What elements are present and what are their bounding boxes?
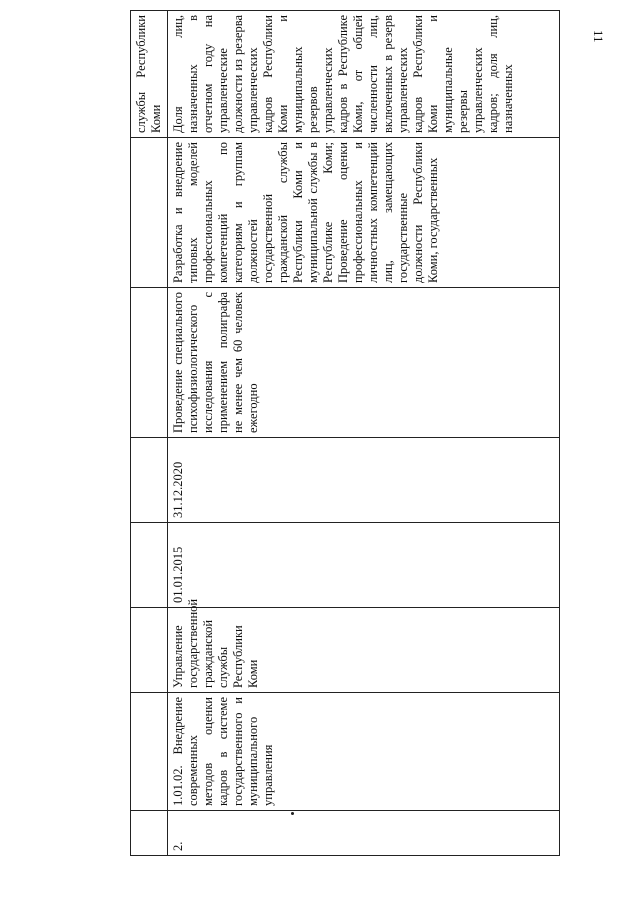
cell-empty bbox=[131, 523, 168, 608]
stray-mark bbox=[291, 812, 294, 815]
cell-empty bbox=[131, 438, 168, 523]
cell-number: 2. bbox=[168, 811, 560, 856]
page-number: 11 bbox=[591, 30, 606, 43]
cell-result: Проведение специального психофизиологического исследования с применением полиграфа не менее чем 60 человек ежегодно bbox=[168, 288, 560, 438]
cell-end-date: 31.12.2020 bbox=[168, 438, 560, 523]
cell-empty bbox=[131, 608, 168, 693]
table-row bbox=[168, 11, 560, 856]
cell-empty bbox=[131, 811, 168, 856]
plan-table bbox=[130, 10, 560, 856]
rotated-table-wrapper bbox=[130, 10, 560, 855]
cell-executor: Управление государственной гражданской службы Республики Коми bbox=[168, 608, 560, 693]
cell-actions: Разработка и внедрение типовых моделей профессиональных компетенций по категориям и группам должностей государственной гражданской службы Республики Коми и муниципальной службы в Республике Коми; Проведение оценки профессиональных и личностных компетенций лиц, замещающих государственные должности Республики Коми, государственных bbox=[168, 138, 560, 288]
table-row-header-continuation bbox=[131, 11, 168, 856]
cell-measure: 1.01.02. Внедрение современных методов оценки кадров в системе государственного и муниципального управления bbox=[168, 693, 560, 811]
cell-empty bbox=[131, 288, 168, 438]
cell-start-date: 01.01.2015 bbox=[168, 523, 560, 608]
cell-indicator: Доля лиц, назначенных в отчетном году на управленческие должности из резерва управленческих кадров Республики Коми и муниципальных резервов управленческих кадров в Республике Коми, от общей численности лиц, включенных в резерв управленческих кадров Республики Коми и муниципальные резервы управленческих кадров; доля лиц, назначенных bbox=[168, 11, 560, 138]
cell-empty bbox=[131, 138, 168, 288]
cell-empty bbox=[131, 693, 168, 811]
cell-indicator-continuation: службы Республики Коми bbox=[131, 11, 168, 138]
